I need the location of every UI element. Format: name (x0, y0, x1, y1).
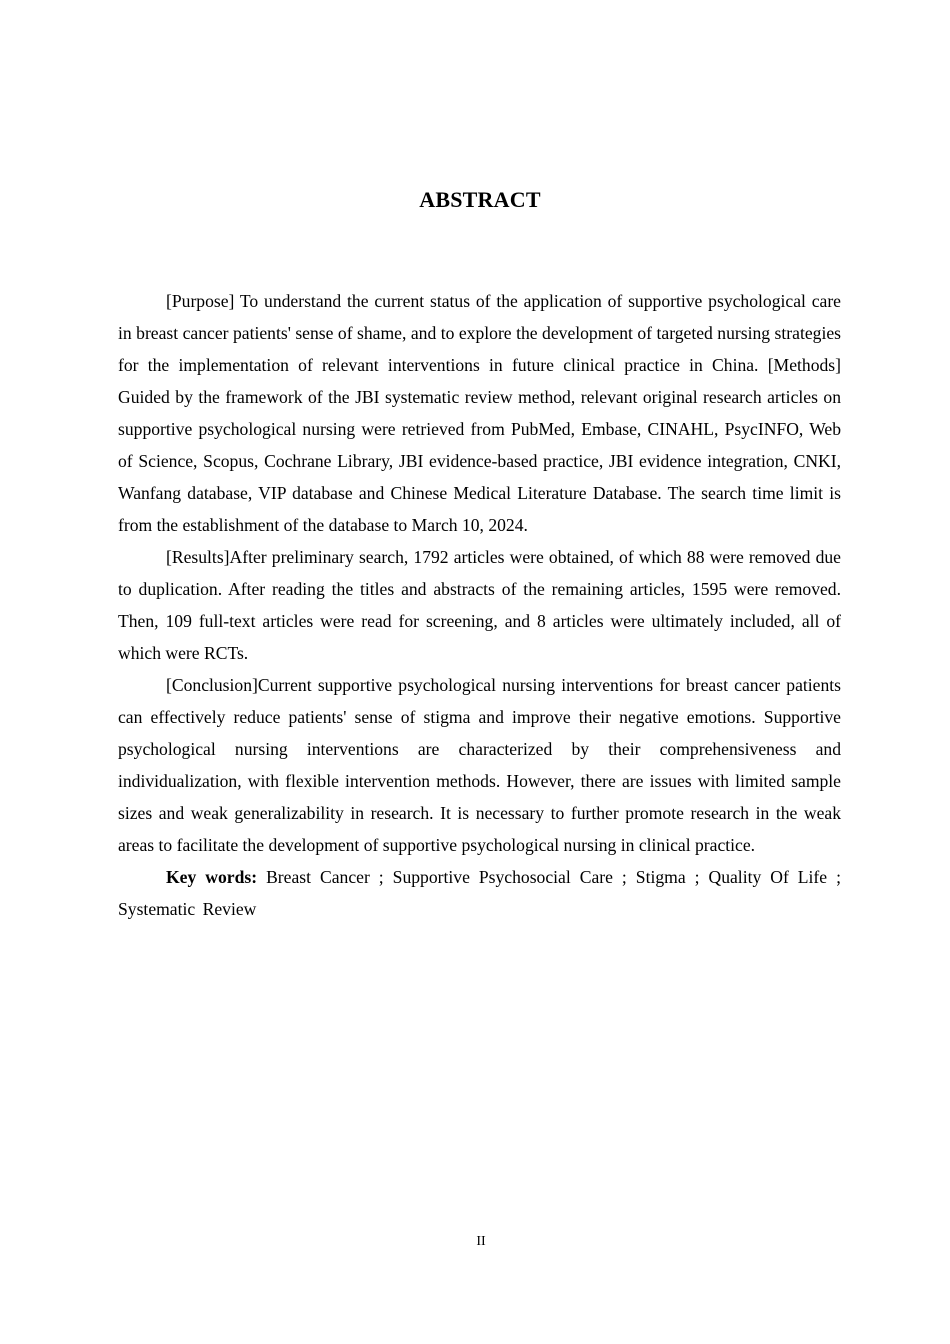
page-number: II (476, 1234, 486, 1249)
page-title: ABSTRACT (419, 187, 541, 212)
abstract-body (118, 285, 859, 925)
keywords-text: Breast Cancer ; Supportive Psychosocial Care ; Stigma ; Quality Of Life ; Systematic Review (118, 867, 841, 919)
purpose-methods-paragraph: [Purpose] To understand the current status of the application of supportive psychological care in breast cancer patients' sense of shame, and to explore the development of targeted nursing strategies for the implementation of relevant interventions in future clinical practice in China. [Methods] Guided by the framework of the JBI systematic review method, relevant original research articles on supportive psychological nursing were retrieved from PubMed, Embase, CINAHL, PsycINFO, Web of Science, Scopus, Cochrane Library, JBI evidence-based practice, JBI evidence integration, CNKI, Wanfang database, VIP database and Chinese Medical Literature Database. The search time limit is from the establishment of the database to March 10, 2024. (118, 291, 859, 535)
results-paragraph: [Results]After preliminary search, 1792 articles were obtained, of which 88 were removed due to duplication. After reading the titles and abstracts of the remaining articles, 1595 were removed. Then, 109 full-text articles were read for screening, and 8 articles were ultimately included, all of which were RCTs. (118, 547, 841, 663)
conclusion-paragraph: [Conclusion]Current supportive psychological nursing interventions for breast cancer patients can effectively reduce patients' sense of stigma and improve their negative emotions. Supportive psychological nursing interventions are characterized by their comprehensiveness and individualization, with flexible intervention methods. However, there are issues with limited sample sizes and weak generalizability in research. It is necessary to further promote research in the weak areas to facilitate the development of supportive psychological nursing in clinical practice. (118, 675, 841, 855)
keywords-line (118, 861, 841, 925)
keywords-label: Key words: (166, 867, 258, 887)
